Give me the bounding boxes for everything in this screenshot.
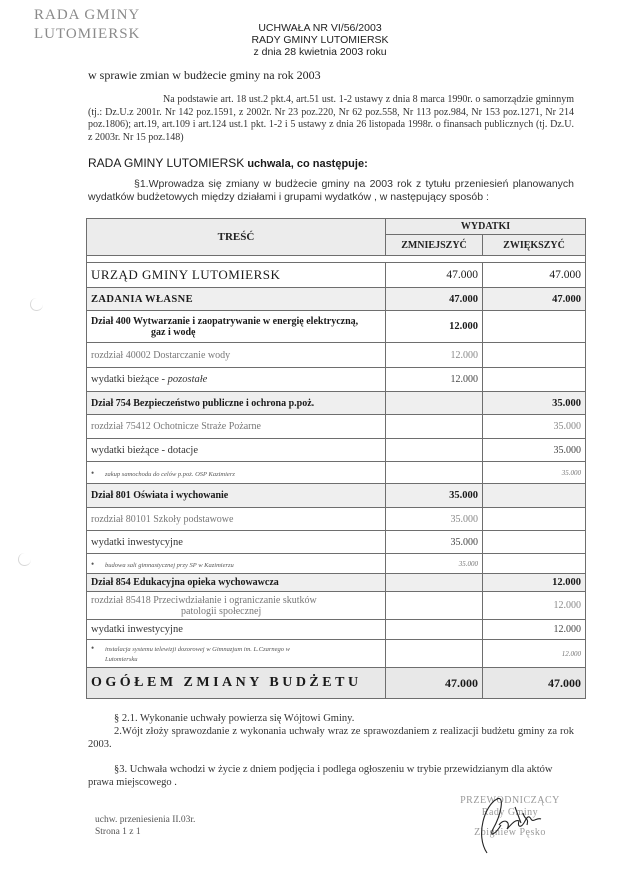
table-row (87, 368, 586, 392)
row-label: Dział 801 Oświata i wychowanie (87, 484, 386, 508)
letterhead-stamp (34, 6, 140, 44)
row-decrease (386, 574, 483, 592)
row-decrease: 35.000 (386, 484, 483, 508)
row-label (87, 311, 386, 343)
section-2-point-1: § 2.1. Wykonanie uchwały powierza się Wójtowi Gminy. (114, 713, 355, 724)
row-increase (483, 311, 586, 343)
row-decrease: 47.000 (386, 263, 483, 288)
row-decrease (386, 415, 483, 439)
resolution-title: UCHWAŁA NR VI/56/2003 (258, 22, 382, 34)
row-label (87, 368, 386, 392)
bullet-icon: • (91, 558, 95, 569)
council-name: RADA GMINY LUTOMIERSK (88, 156, 245, 170)
row-decrease (386, 462, 483, 484)
row-decrease: 12.000 (386, 311, 483, 343)
row-label-italic: pozostałe (167, 374, 208, 385)
resolves-verb: uchwala, co następuje: (244, 158, 368, 170)
total-increase: 47.000 (483, 668, 586, 699)
row-decrease: 35.000 (386, 508, 483, 531)
table-row (87, 620, 586, 640)
row-label: wydatki inwestycyjne (87, 531, 386, 554)
spacer-row (87, 256, 586, 263)
row-decrease (386, 592, 483, 620)
col-header-decrease: ZMNIEJSZYĆ (386, 235, 483, 256)
bullet-icon: • (91, 467, 95, 478)
row-label-text: budowa sali gimnastycznej przy SP w Kazimierzu (105, 561, 234, 569)
bullet-icon: • (91, 642, 95, 653)
section-1-text: §1.Wprowadza się zmiany w budżecie gminy na 2003 rok z tytułu przeniesień planowanych wydatków budżetowych między działami i grupami wydatków , w następujący sposób : (88, 178, 574, 203)
row-label: rozdział 40002 Dostarczanie wody (87, 343, 386, 368)
footer (95, 814, 195, 838)
letterhead-line2: LUTOMIERSK (34, 26, 141, 42)
row-increase (483, 343, 586, 368)
table-row (87, 415, 586, 439)
row-decrease: 12.000 (386, 343, 483, 368)
row-increase: 35.000 (483, 462, 586, 484)
col-header-content: TREŚĆ (87, 219, 386, 256)
row-label (87, 592, 386, 620)
table-row (87, 554, 586, 574)
row-label-line2: gaz i wodę (151, 326, 196, 338)
row-decrease (386, 620, 483, 640)
row-label-text: zakup samochodu do celów p.poż. OSP Kazimierz (105, 470, 235, 478)
row-label-text: instalacja systemu telewizji dozorowej w Gimnazjum im. L.Czarnego w (105, 645, 291, 653)
stamp-title: PRZEWODNICZĄCY (460, 795, 560, 806)
row-increase (483, 508, 586, 531)
row-increase: 35.000 (483, 439, 586, 462)
table-row (87, 392, 586, 415)
row-label (87, 554, 386, 574)
row-increase (483, 554, 586, 574)
row-label (87, 462, 386, 484)
resolution-header (200, 22, 440, 58)
row-increase (483, 368, 586, 392)
budget-table (86, 218, 586, 699)
row-label (87, 640, 386, 668)
table-row (87, 640, 586, 668)
row-decrease (386, 392, 483, 415)
row-label: wydatki inwestycyjne (87, 620, 386, 640)
footer-page-number: Strona 1 z 1 (95, 827, 141, 837)
table-row (87, 531, 586, 554)
table-row (87, 311, 586, 343)
letterhead-line1: RADA GMINY (34, 7, 141, 23)
punch-hole-mark (18, 553, 31, 566)
row-increase: 47.000 (483, 263, 586, 288)
section-2 (88, 712, 574, 751)
col-header-increase: ZWIĘKSZYĆ (483, 235, 586, 256)
col-header-expenses: WYDATKI (386, 219, 586, 235)
table-row (87, 462, 586, 484)
row-label: Dział 754 Bezpieczeństwo publiczne i ochrona p.poż. (87, 392, 386, 415)
resolution-subject: w sprawie zmian w budżecie gminy na rok 2003 (88, 68, 321, 82)
row-decrease: 47.000 (386, 288, 483, 311)
table-row (87, 508, 586, 531)
row-increase: 12.000 (483, 592, 586, 620)
row-label-line2: patologii społecznej (181, 605, 262, 617)
row-increase: 12.000 (483, 574, 586, 592)
row-increase: 12.000 (483, 640, 586, 668)
punch-hole-mark (30, 298, 43, 311)
section-3-text: §3. Uchwała wchodzi w życie z dniem podjęcia i podlega ogłoszeniu w trybie przewidzianym dla aktów prawa miejscowego . (88, 764, 553, 788)
resolution-date: z dnia 28 kwietnia 2003 roku (253, 46, 387, 58)
row-increase: 12.000 (483, 620, 586, 640)
table-row (87, 574, 586, 592)
legal-basis: Na podstawie art. 18 ust.2 pkt.4, art.51 ust. 1-2 ustawy z dnia 8 marca 1990r. o samorządzie gminnym (tj.: Dz.U.z 2001r. Nr 142 poz.1591, z 2002r. Nr 23 poz.220, Nr 62 poz.558, Nr 113 poz.984, Nr 153 poz.1271, Nr 214 poz.1806); art.19, art.109 i art.124 ust.1 pkt. 1-2 i 5 ustawy z dnia 26 listopada 1998r. o finansach publicznych (tj. Dz.U. z 2003r. Nr 15 poz.148) (88, 94, 574, 143)
section-2-point-2: 2.Wójt złoży sprawozdanie z wykonania uchwały wraz ze sprawozdaniem z realizacji budżetu gminy za rok 2003. (88, 726, 574, 750)
table-row (87, 288, 586, 311)
row-decrease (386, 439, 483, 462)
row-decrease (386, 640, 483, 668)
table-row (87, 343, 586, 368)
signature-icon (455, 795, 565, 855)
row-label-line1: Dział 400 Wytwarzanie i zaopatrywanie w energię elektryczną, (91, 315, 359, 327)
resolution-issuer: RADY GMINY LUTOMIERSK (251, 34, 389, 46)
row-decrease: 35.000 (386, 531, 483, 554)
resolves-line (88, 156, 368, 170)
section-3 (88, 763, 574, 789)
table-row (87, 439, 586, 462)
table-row (87, 484, 586, 508)
row-label: ZADANIA WŁASNE (87, 288, 386, 311)
row-increase: 35.000 (483, 392, 586, 415)
row-decrease: 35.000 (386, 554, 483, 574)
row-label-line1: rozdział 85418 Przeciwdziałanie i ograniczanie skutków (91, 594, 317, 606)
row-increase: 35.000 (483, 415, 586, 439)
row-label: rozdział 80101 Szkoły podstawowe (87, 508, 386, 531)
table-header-row-1 (87, 219, 586, 235)
row-increase (483, 531, 586, 554)
row-increase (483, 484, 586, 508)
row-label: URZĄD GMINY LUTOMIERSK (87, 263, 386, 288)
footer-reference: uchw. przeniesienia II.03r. (95, 815, 196, 825)
row-label-text: wydatki bieżące - (91, 374, 168, 385)
table-row (87, 263, 586, 288)
row-increase: 47.000 (483, 288, 586, 311)
row-decrease: 12.000 (386, 368, 483, 392)
table-row (87, 592, 586, 620)
budget-table-wrapper (86, 218, 585, 699)
total-label: OGÓŁEM ZMIANY BUDŻETU (87, 668, 386, 699)
row-label: rozdział 75412 Ochotnicze Straże Pożarne (87, 415, 386, 439)
stamp-body: Rady Gminy (481, 807, 539, 818)
table-total-row (87, 668, 586, 699)
stamp-name: Zbigniew Pęsko (474, 827, 546, 838)
row-label-line2: Lutomiersku (105, 655, 138, 663)
row-label: Dział 854 Edukacyjna opieka wychowawcza (87, 574, 386, 592)
row-label: wydatki bieżące - dotacje (87, 439, 386, 462)
total-decrease: 47.000 (386, 668, 483, 699)
